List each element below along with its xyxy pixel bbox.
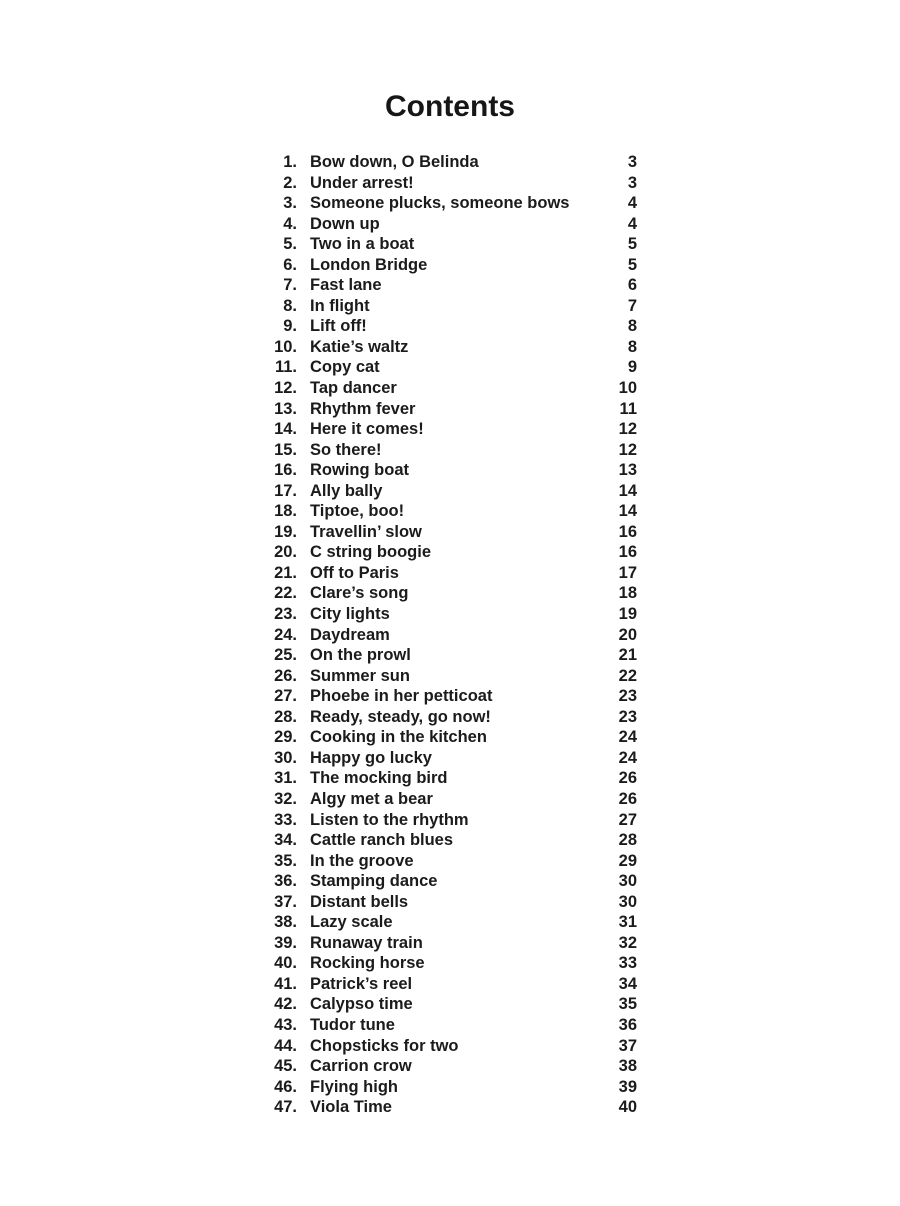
toc-row (266, 604, 637, 625)
toc-item-page: 12 (618, 440, 637, 459)
toc-item-title: Bow down, O Belinda (310, 153, 479, 171)
toc-item-number: 45. (274, 1057, 297, 1076)
toc-row (266, 789, 637, 810)
toc-item-page: 32 (618, 933, 637, 952)
toc-item-page: 7 (627, 296, 637, 315)
toc-item-title: Lazy scale (310, 913, 393, 932)
toc-item-number: 35. (274, 851, 297, 870)
toc-item-number: 29. (274, 728, 297, 747)
toc-item-number: 47. (274, 1098, 297, 1117)
toc-item-number: 9. (283, 317, 297, 336)
toc-item-page: 5 (627, 255, 637, 274)
toc-item-number: 41. (274, 974, 297, 993)
toc-item-title: Summer sun (310, 666, 410, 685)
toc-item-number: 32. (274, 789, 297, 808)
page-title: Contents (385, 90, 515, 124)
toc-item-number: 37. (274, 892, 297, 911)
toc-item-page: 23 (618, 707, 637, 726)
toc-item-page: 12 (618, 420, 637, 439)
toc-item-number: 34. (274, 831, 297, 850)
toc-row (266, 316, 637, 337)
toc-item-title: Calypso time (310, 995, 413, 1014)
toc-item-title: City lights (310, 605, 390, 624)
toc-item-title: Algy met a bear (310, 789, 433, 808)
toc-item-title: So there! (310, 440, 382, 459)
toc-item-page: 30 (618, 892, 637, 911)
toc-item-page: 31 (618, 913, 637, 932)
toc-item-page: 24 (618, 728, 637, 747)
toc-item-title: The mocking bird (310, 769, 448, 788)
toc-item-number: 25. (274, 646, 297, 665)
toc-row (266, 542, 637, 563)
toc-item-number: 12. (274, 379, 297, 398)
toc-item-page: 13 (618, 461, 637, 480)
toc-item-title: On the prowl (310, 646, 411, 665)
toc-item-page: 28 (618, 831, 637, 850)
toc-item-page: 21 (618, 646, 637, 665)
toc-item-title: Copy cat (310, 358, 380, 377)
toc-row (266, 419, 637, 440)
toc-item-number: 28. (274, 707, 297, 726)
toc-item-title: Rowing boat (310, 461, 409, 480)
toc-item-number: 18. (274, 502, 297, 521)
toc-item-number: 5. (283, 235, 297, 254)
toc-item-page: 30 (618, 872, 637, 891)
toc-row (266, 275, 637, 296)
toc-item-page: 39 (618, 1077, 637, 1096)
toc-item-title: Off to Paris (310, 563, 399, 582)
toc-row (266, 994, 637, 1015)
toc-item-page: 24 (618, 748, 637, 767)
toc-item-title: Two in a boat (310, 235, 415, 254)
toc-item-title: In the groove (310, 851, 414, 870)
toc-item-title: Tap dancer (310, 379, 397, 398)
toc-item-title: Under arrest! (310, 173, 414, 192)
toc-item-page: 6 (627, 276, 637, 295)
toc-row (266, 625, 637, 646)
toc-item-title: Down up (310, 214, 380, 233)
toc-item-page: 8 (627, 317, 637, 336)
toc-item-number: 27. (274, 687, 297, 706)
toc-item-page: 29 (618, 851, 637, 870)
toc-item-title: Flying high (310, 1077, 398, 1096)
toc-row (266, 892, 637, 913)
toc-row (266, 686, 637, 707)
toc-item-page: 5 (627, 235, 637, 254)
toc-item-title: C string boogie (310, 543, 431, 562)
toc-item-title: Listen to the rhythm (310, 810, 469, 829)
toc-item-title: Travellin’ slow (310, 522, 422, 541)
toc-item-page: 3 (627, 173, 637, 192)
toc-item-title: Stamping dance (310, 872, 438, 891)
toc-item-page: 17 (618, 563, 637, 582)
toc-row (266, 748, 637, 769)
toc-row (266, 810, 637, 831)
toc-item-title: Carrion crow (310, 1057, 412, 1076)
toc-row (266, 727, 637, 748)
toc-item-page: 18 (618, 584, 637, 603)
toc-item-title: Katie’s waltz (310, 337, 409, 356)
toc-item-page: 14 (618, 502, 637, 521)
toc-item-title: Runaway train (310, 933, 423, 952)
toc-item-title: Happy go lucky (310, 748, 432, 767)
toc-item-number: 36. (274, 872, 297, 891)
toc-item-page: 35 (618, 995, 637, 1014)
toc-item-title: Someone plucks, someone bows (310, 194, 570, 213)
toc-item-title: Clare’s song (310, 584, 409, 603)
toc-item-title: Rocking horse (310, 954, 425, 973)
toc-row (266, 357, 637, 378)
toc-item-page: 4 (627, 194, 637, 213)
toc-item-number: 10. (274, 337, 297, 356)
toc-item-page: 11 (619, 399, 637, 418)
toc-item-number: 1. (283, 153, 297, 171)
toc-item-number: 20. (274, 543, 297, 562)
toc-item-page: 38 (618, 1057, 637, 1076)
toc-item-page: 19 (618, 605, 637, 624)
toc-item-number: 22. (274, 584, 297, 603)
toc-item-page: 33 (618, 954, 637, 973)
toc-item-page: 16 (618, 522, 637, 541)
toc-item-number: 30. (274, 748, 297, 767)
toc-item-number: 26. (274, 666, 297, 685)
toc-row (266, 234, 637, 255)
toc-item-number: 2. (283, 173, 297, 192)
toc-item-number: 39. (274, 933, 297, 952)
toc-item-page: 26 (618, 769, 637, 788)
toc-item-page: 4 (627, 214, 637, 233)
toc-item-title: Viola Time (310, 1098, 392, 1117)
toc-item-number: 23. (274, 605, 297, 624)
toc-row (266, 1036, 637, 1057)
toc-item-number: 13. (274, 399, 297, 418)
toc-row (266, 173, 637, 194)
toc-item-title: In flight (310, 296, 370, 315)
toc-row (266, 830, 637, 851)
toc-item-page: 8 (627, 337, 637, 356)
toc-item-number: 14. (274, 420, 297, 439)
toc-item-title: Tudor tune (310, 1015, 395, 1034)
toc-item-page: 23 (618, 687, 637, 706)
toc-row (266, 337, 637, 358)
toc-row (266, 953, 637, 974)
toc-item-title: Ally bally (310, 481, 383, 500)
toc-row (266, 707, 637, 728)
toc-item-number: 33. (274, 810, 297, 829)
toc-row (266, 933, 637, 954)
toc-item-number: 6. (283, 255, 297, 274)
toc-item-page: 40 (618, 1098, 637, 1117)
toc-item-number: 31. (274, 769, 297, 788)
toc-item-number: 16. (274, 461, 297, 480)
toc-row (266, 563, 637, 584)
toc-item-number: 17. (274, 481, 297, 500)
toc-item-page: 22 (618, 666, 637, 685)
toc-row (266, 583, 637, 604)
toc-item-title: Daydream (310, 625, 390, 644)
toc-item-number: 7. (283, 276, 297, 295)
toc-row (266, 460, 637, 481)
toc-item-number: 24. (274, 625, 297, 644)
toc-item-number: 43. (274, 1015, 297, 1034)
toc-row (266, 440, 637, 461)
toc-item-title: Lift off! (310, 317, 367, 336)
toc-row (266, 1097, 637, 1118)
toc-item-title: Cattle ranch blues (310, 831, 454, 850)
toc-item-number: 44. (274, 1036, 297, 1055)
toc-item-title: London Bridge (310, 255, 428, 274)
toc-row (266, 214, 637, 235)
toc-item-page: 34 (618, 974, 637, 993)
toc-item-number: 21. (274, 563, 297, 582)
toc-item-title: Patrick’s reel (310, 974, 413, 993)
toc-item-number: 3. (283, 194, 297, 213)
toc-item-title: Chopsticks for two (310, 1036, 459, 1055)
toc-item-number: 8. (283, 296, 297, 315)
toc-row (266, 522, 637, 543)
toc-row (266, 255, 637, 276)
toc-item-title: Distant bells (310, 892, 409, 911)
toc-row (266, 851, 637, 872)
toc-item-title: Cooking in the kitchen (310, 728, 487, 747)
toc-item-page: 16 (618, 543, 637, 562)
toc-row (266, 645, 637, 666)
toc-item-page: 27 (618, 810, 637, 829)
toc-item-title: Ready, steady, go now! (310, 707, 491, 726)
toc-row (266, 481, 637, 502)
toc-item-number: 11. (274, 358, 297, 377)
toc-row (266, 152, 637, 173)
toc-row (266, 768, 637, 789)
toc-item-number: 19. (274, 522, 297, 541)
toc-item-page: 37 (618, 1036, 637, 1055)
toc-row (266, 666, 637, 687)
toc-item-page: 9 (627, 358, 637, 377)
toc-item-title: Rhythm fever (310, 399, 416, 418)
toc-item-page: 20 (618, 625, 637, 644)
toc-item-page: 3 (627, 153, 637, 171)
toc-row (266, 296, 637, 317)
toc-row (266, 974, 637, 995)
toc-item-page: 36 (618, 1015, 637, 1034)
toc-item-number: 40. (274, 954, 297, 973)
toc-row (266, 193, 637, 214)
toc-item-page: 10 (618, 379, 637, 398)
toc-item-page: 14 (618, 481, 637, 500)
toc-list (266, 152, 637, 1118)
toc-item-number: 46. (274, 1077, 297, 1096)
toc-row (266, 871, 637, 892)
toc-row (266, 399, 637, 420)
toc-row (266, 1077, 637, 1098)
toc-row (266, 1015, 637, 1036)
toc-item-number: 15. (274, 440, 297, 459)
toc-item-title: Phoebe in her petticoat (310, 687, 493, 706)
toc-row (266, 1056, 637, 1077)
toc-item-number: 38. (274, 913, 297, 932)
toc-item-title: Here it comes! (310, 420, 424, 439)
toc-item-title: Fast lane (310, 276, 382, 295)
toc-row (266, 501, 637, 522)
toc-row (266, 912, 637, 933)
toc-item-page: 26 (618, 789, 637, 808)
toc-item-number: 4. (283, 214, 297, 233)
toc-row (266, 378, 637, 399)
toc-item-title: Tiptoe, boo! (310, 502, 405, 521)
toc-item-number: 42. (274, 995, 297, 1014)
